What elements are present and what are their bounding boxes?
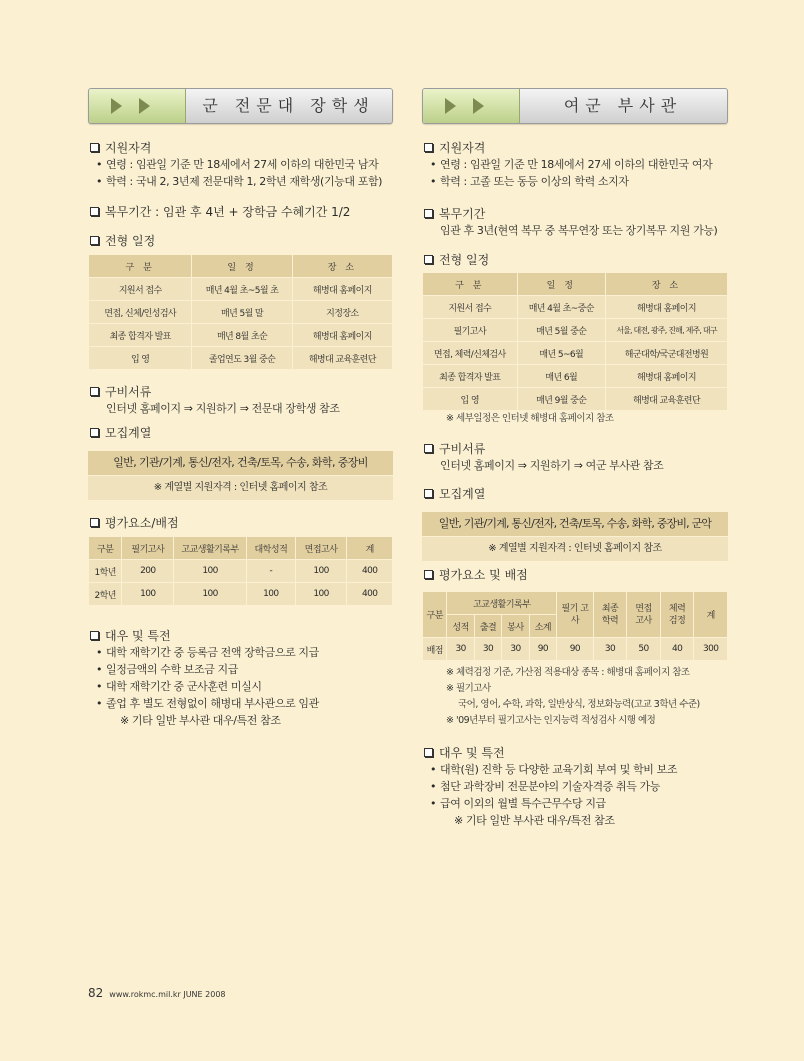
checkbox-icon — [90, 518, 99, 527]
list-item: • 대학 재학기간 중 등록금 전액 장학금으로 지급 — [88, 644, 393, 661]
table-header: 최종 학력 — [593, 592, 627, 638]
table-row: 1학년 200 100 - 100 400 — [89, 560, 393, 583]
table-subheader: 봉사 — [502, 615, 529, 638]
section-heading: 대우 및 특전 — [88, 628, 393, 644]
benefit-note: ※ 기타 일반 부사관 대우/특전 참조 — [120, 714, 281, 727]
list-item: • 대학 재학기간 중 군사훈련 미실시 — [88, 678, 393, 695]
section-banner — [422, 88, 728, 124]
checkbox-icon — [424, 748, 433, 757]
table-subheader: 소계 — [529, 615, 556, 638]
checkbox-icon — [424, 143, 433, 152]
docs-text: 인터넷 홈페이지 ⇒ 지원하기 ⇒ 여군 부사관 참조 — [440, 459, 664, 472]
section-heading: 지원자격 — [88, 140, 393, 156]
table-header: 일 정 — [517, 273, 605, 296]
banner-title: 여군 부사관 — [563, 96, 683, 115]
table-subheader: 성적 — [447, 615, 474, 638]
footer-text: www.rokmc.mil.kr JUNE 2008 — [109, 990, 226, 999]
checkbox-icon — [424, 255, 433, 264]
section-heading: 구비서류 — [422, 441, 728, 457]
schedule-table — [422, 272, 728, 411]
section-heading: 모집계열 — [88, 425, 393, 441]
table-row: 최종 합격자 발표 매년 6월 해병대 홈페이지 — [423, 365, 728, 388]
table-header: 구분 — [423, 592, 447, 638]
table-header: 필기고사 — [122, 537, 174, 560]
page-footer — [88, 986, 226, 1000]
section-heading: 전형 일정 — [422, 252, 728, 268]
list-item: • 대학(원) 진학 등 다양한 교육기회 부여 및 학비 보조 — [422, 761, 728, 778]
table-row: 면접, 신체/인성검사 매년 5월 말 지정장소 — [89, 301, 393, 324]
table-row: 필기고사 매년 5월 중순 서울, 대전, 광주, 진해, 제주, 대구 — [423, 319, 728, 342]
table-header: 대학성적 — [247, 537, 296, 560]
list-item: • 연령 : 임관일 기준 만 18세에서 27세 이하의 대한민국 여자 — [422, 156, 728, 173]
section-banner — [88, 88, 393, 124]
table-row: 입 영 매년 9월 중순 해병대 교육훈련단 — [423, 388, 728, 411]
list-item: • 급여 이외의 월별 특수근무수당 지급 — [422, 795, 728, 812]
field-note: ※ 계열별 지원자격 : 인터넷 홈페이지 참조 — [88, 476, 393, 500]
checkbox-icon — [424, 444, 433, 453]
eval-note: ※ 체력검정 기준, 가산점 적용대상 종목 : 해병대 홈페이지 참조 — [446, 667, 690, 678]
table-header: 일 정 — [192, 255, 292, 278]
checkbox-icon — [424, 489, 433, 498]
schedule-note: ※ 세부일정은 인터넷 해병대 홈페이지 참조 — [446, 413, 614, 424]
checkbox-icon — [90, 236, 99, 245]
docs-text: 인터넷 홈페이지 ⇒ 지원하기 ⇒ 전문대 장학생 참조 — [106, 402, 340, 415]
section-heading: 모집계열 — [422, 486, 728, 502]
list-item: • 일정금액의 수학 보조금 지급 — [88, 661, 393, 678]
checkbox-icon — [90, 207, 99, 216]
table-row: 최종 합격자 발표 매년 8월 초순 해병대 홈페이지 — [89, 324, 393, 347]
checkbox-icon — [424, 570, 433, 579]
list-item: • 첨단 과학장비 전문분야의 기술자격증 취득 가능 — [422, 778, 728, 795]
eval-note: ※ '09년부터 필기고사는 인지능력 적성검사 시행 예정 — [446, 715, 656, 726]
list-item: • 졸업 후 별도 전형없이 해병대 부사관으로 임관 — [88, 695, 393, 712]
table-row: 입 영 졸업연도 3월 중순 해병대 교육훈련단 — [89, 347, 393, 370]
service-text: 임관 후 3년(현역 복무 중 복무연장 또는 장기복무 지원 가능) — [440, 224, 718, 237]
field-band: 일반, 기관/기계, 통신/전자, 건축/토목, 수송, 화학, 중장비, 군악 — [422, 512, 728, 536]
left-column — [88, 88, 393, 729]
page-number: 82 — [88, 986, 104, 1000]
table-header: 구분 — [89, 537, 122, 560]
section-heading: 평가요소/배점 — [88, 515, 393, 531]
benefit-note: ※ 기타 일반 부사관 대우/특전 참조 — [454, 814, 615, 827]
table-row: 지원서 접수 매년 4월 초~5월 초 해병대 홈페이지 — [89, 278, 393, 301]
section-heading: 복무기간 — [422, 206, 728, 222]
table-header: 면접 고사 — [627, 592, 661, 638]
table-header: 계 — [347, 537, 393, 560]
section-heading: 지원자격 — [422, 140, 728, 156]
checkbox-icon — [90, 387, 99, 396]
checkbox-icon — [90, 631, 99, 640]
table-row: 지원서 접수 매년 4월 초~중순 해병대 홈페이지 — [423, 296, 728, 319]
right-column — [422, 88, 728, 829]
checkbox-icon — [424, 209, 433, 218]
table-header: 면접고사 — [295, 537, 347, 560]
section-heading: 전형 일정 — [88, 233, 393, 249]
table-header: 고교생활기록부 — [447, 592, 557, 615]
table-header: 체력 검정 — [660, 592, 694, 638]
table-row: 면접, 체력/신체검사 매년 5~6월 해군대학/국군대전병원 — [423, 342, 728, 365]
eval-note: 국어, 영어, 수학, 과학, 일반상식, 정보화능력(고교 3학년 수준) — [458, 699, 700, 710]
schedule-table — [88, 254, 393, 370]
section-heading: 구비서류 — [88, 384, 393, 400]
table-row: 2학년 100 100 100 100 400 — [89, 583, 393, 606]
checkbox-icon — [90, 143, 99, 152]
list-item: • 학력 : 고졸 또는 동등 이상의 학력 소지자 — [422, 173, 728, 190]
table-header: 구 분 — [89, 255, 192, 278]
section-heading: 복무기간 : 임관 후 4년 + 장학금 수혜기간 1/2 — [88, 204, 393, 220]
banner-title: 군 전문대 장학생 — [202, 96, 375, 115]
table-header: 고교생활기록부 — [174, 537, 247, 560]
arrow-icons — [423, 89, 520, 123]
table-row: 배점 30 30 30 90 90 30 50 40 300 — [423, 638, 728, 661]
section-heading: 평가요소 및 배점 — [422, 567, 728, 583]
field-note: ※ 계열별 지원자격 : 인터넷 홈페이지 참조 — [422, 537, 728, 561]
table-subheader: 출결 — [474, 615, 501, 638]
section-heading: 대우 및 특전 — [422, 745, 728, 761]
list-item: • 연령 : 임관일 기준 만 18세에서 27세 이하의 대한민국 남자 — [88, 156, 393, 173]
arrow-icons — [89, 89, 186, 123]
checkbox-icon — [90, 428, 99, 437]
table-header: 장 소 — [605, 273, 727, 296]
score-table — [422, 591, 728, 661]
eval-note: ※ 필기고사 — [446, 683, 491, 694]
eval-table — [88, 536, 393, 606]
table-header: 장 소 — [292, 255, 392, 278]
table-header: 필기 고사 — [557, 592, 594, 638]
table-header: 계 — [694, 592, 728, 638]
field-band: 일반, 기관/기계, 통신/전자, 건축/토목, 수송, 화학, 중장비 — [88, 451, 393, 475]
table-header: 구 분 — [423, 273, 518, 296]
list-item: • 학력 : 국내 2, 3년제 전문대학 1, 2학년 재학생(기능대 포함) — [88, 173, 393, 190]
